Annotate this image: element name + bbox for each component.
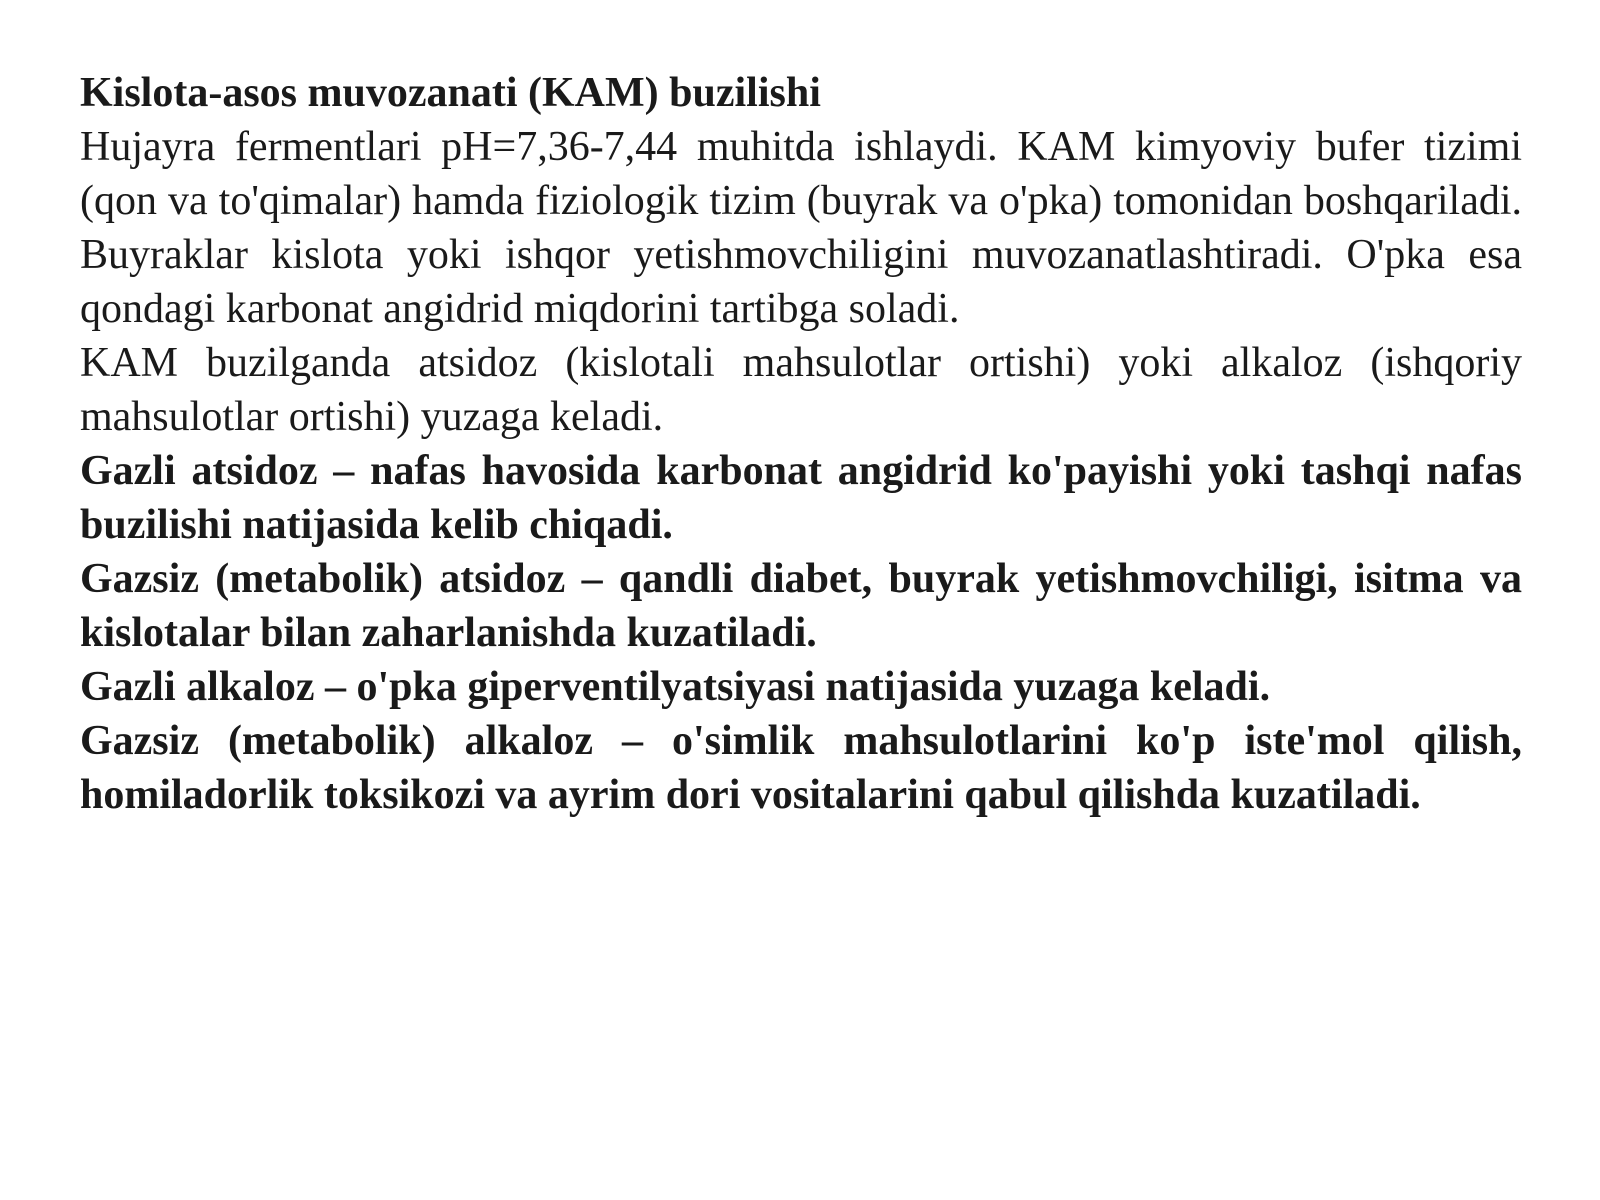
slide-title: Kislota-asos muvozanati (KAM) buzilishi xyxy=(80,70,821,116)
paragraph-enzymes: Hujayra fermentlari pH=7,36-7,44 muhitda ishlaydi. KAM kimyoviy bufer tizimi (qon va to'qimalar) hamda fiziologik tizim (buyrak va o'pka) tomonidan boshqariladi. Buyraklar kislota yoki ishqor yetishmovchiligini muvozanatlashtiradi. O'pka esa qondagi karbonat angidrid miqdorini tartibga soladi. xyxy=(80,124,1522,332)
text-block xyxy=(80,66,1522,822)
item-metabolic-alkalosis: Gazsiz (metabolik) alkaloz – o'simlik mahsulotlarini ko'p iste'mol qilish, homiladorlik toksikozi va ayrim dori vositalarini qabul qilishda kuzatiladi. xyxy=(80,718,1522,818)
paragraph-acidosis-alkalosis: KAM buzilganda atsidoz (kislotali mahsulotlar ortishi) yoki alkaloz (ishqoriy mahsulotlar ortishi) yuzaga keladi. xyxy=(80,340,1522,440)
item-metabolic-acidosis: Gazsiz (metabolik) atsidoz – qandli diabet, buyrak yetishmovchiligi, isitma va kislotalar bilan zaharlanishda kuzatiladi. xyxy=(80,556,1522,656)
item-gas-alkalosis: Gazli alkaloz – o'pka giperventilyatsiyasi natijasida yuzaga keladi. xyxy=(80,664,1271,710)
item-gas-acidosis: Gazli atsidoz – nafas havosida karbonat angidrid ko'payishi yoki tashqi nafas buzilishi natijasida kelib chiqadi. xyxy=(80,448,1522,548)
